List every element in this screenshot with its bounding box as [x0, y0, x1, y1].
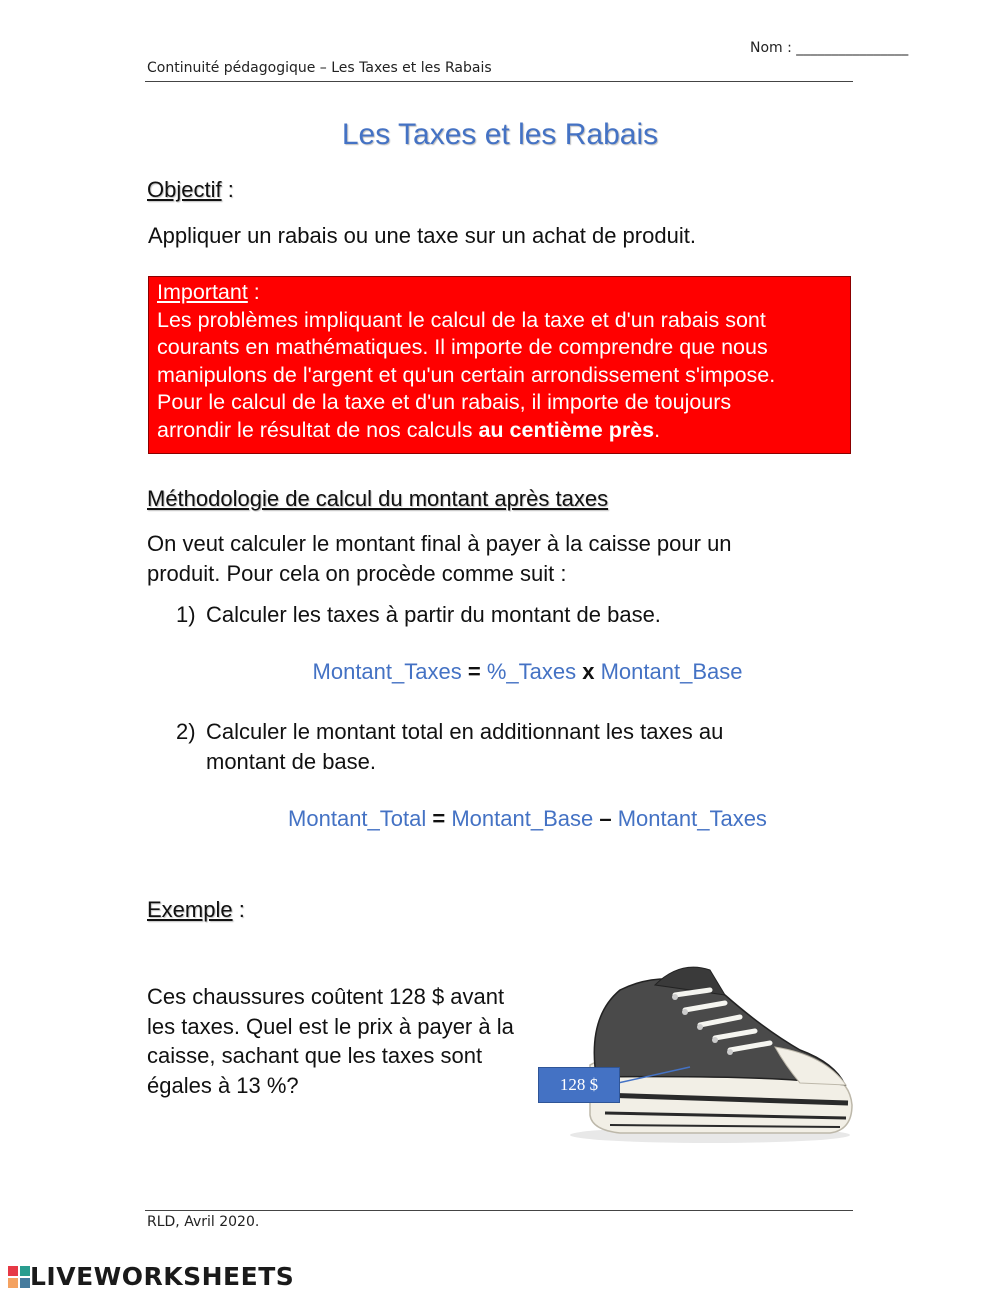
formula-operator: =: [432, 806, 446, 831]
objectif-colon: :: [221, 177, 234, 202]
important-line: Les problèmes impliquant le calcul de la taxe et d'un rabais sont: [157, 307, 766, 332]
formula-total: [0, 806, 1000, 832]
exemple-heading-label: Exemple: [147, 897, 233, 922]
formula-term: %_Taxes: [486, 659, 577, 684]
formula-term: Montant_Base: [600, 659, 743, 684]
name-field-label: Nom : ________________: [750, 40, 909, 56]
important-line: courants en mathématiques. Il importe de comprendre que nous: [157, 335, 768, 359]
step-2: [176, 717, 723, 777]
liveworksheets-logo-icon: [8, 1266, 30, 1288]
course-header: Continuité pédagogique – Les Taxes et les Rabais: [147, 60, 492, 76]
important-heading: [157, 279, 842, 307]
formula-operator: x: [582, 659, 595, 684]
methodology-heading: Méthodologie de calcul du montant après taxes: [147, 486, 609, 511]
exemple-line: caisse, sachant que les taxes sont: [147, 1043, 483, 1068]
liveworksheets-logo-text: LIVEWORKSHEETS: [30, 1262, 295, 1291]
formula-term: Montant_Base: [451, 806, 594, 831]
header-rule: [145, 81, 853, 82]
formula-term: Montant_Taxes: [312, 659, 462, 684]
important-colon: :: [247, 280, 260, 304]
exemple-line: les taxes. Quel est le prix à payer à la: [147, 1013, 514, 1039]
important-last-line-start: arrondir le résultat de nos calculs: [157, 417, 479, 442]
page-title: Les Taxes et les Rabais: [341, 118, 659, 151]
step-1: [176, 600, 661, 630]
important-line: manipulons de l'argent et qu'un certain arrondissement s'impose.: [157, 362, 776, 387]
footer-rule: [145, 1210, 853, 1211]
price-tag: 128 $: [538, 1067, 620, 1103]
footer-text: RLD, Avril 2020.: [147, 1214, 260, 1230]
exemple-line: Ces chaussures coûtent 128 $ avant: [147, 984, 505, 1009]
exemple-colon: :: [232, 897, 245, 922]
sneaker-image: [560, 955, 860, 1150]
important-emphasis: au centième près: [478, 417, 655, 442]
formula-operator: =: [467, 659, 481, 684]
formula-term: Montant_Total: [288, 806, 427, 831]
important-heading-label: Important: [157, 280, 248, 304]
methodology-intro-line: produit. Pour cela on procède comme suit :: [147, 561, 567, 586]
exemple-line: égales à 13 %?: [147, 1072, 299, 1098]
step-1-text: Calculer les taxes à partir du montant de base.: [206, 602, 661, 627]
liveworksheets-logo[interactable]: [8, 1262, 294, 1291]
formula-taxes: [0, 659, 1000, 685]
formula-operator: –: [599, 806, 612, 831]
exemple-question: [147, 982, 514, 1100]
important-last-line: [157, 417, 842, 445]
exemple-heading: [147, 897, 245, 923]
objectif-text: Appliquer un rabais ou une taxe sur un achat de produit.: [148, 223, 696, 248]
methodology-intro-line: On veut calculer le montant final à payer à la caisse pour un: [147, 531, 732, 556]
formula-term: Montant_Taxes: [617, 806, 767, 831]
methodology-intro: [147, 529, 732, 589]
important-line: Pour le calcul de la taxe et d'un rabais, il importe de toujours: [157, 390, 732, 414]
objectif-heading: [147, 177, 234, 203]
step-1-number: 1): [176, 602, 196, 627]
step-2-text: Calculer le montant total en additionnant les taxes au: [206, 719, 724, 744]
objectif-heading-label: Objectif: [147, 177, 222, 202]
step-2-number: 2): [176, 719, 196, 744]
important-box: [148, 276, 851, 454]
step-2-text-continued: montant de base.: [206, 749, 377, 774]
important-last-line-end: .: [654, 417, 661, 442]
